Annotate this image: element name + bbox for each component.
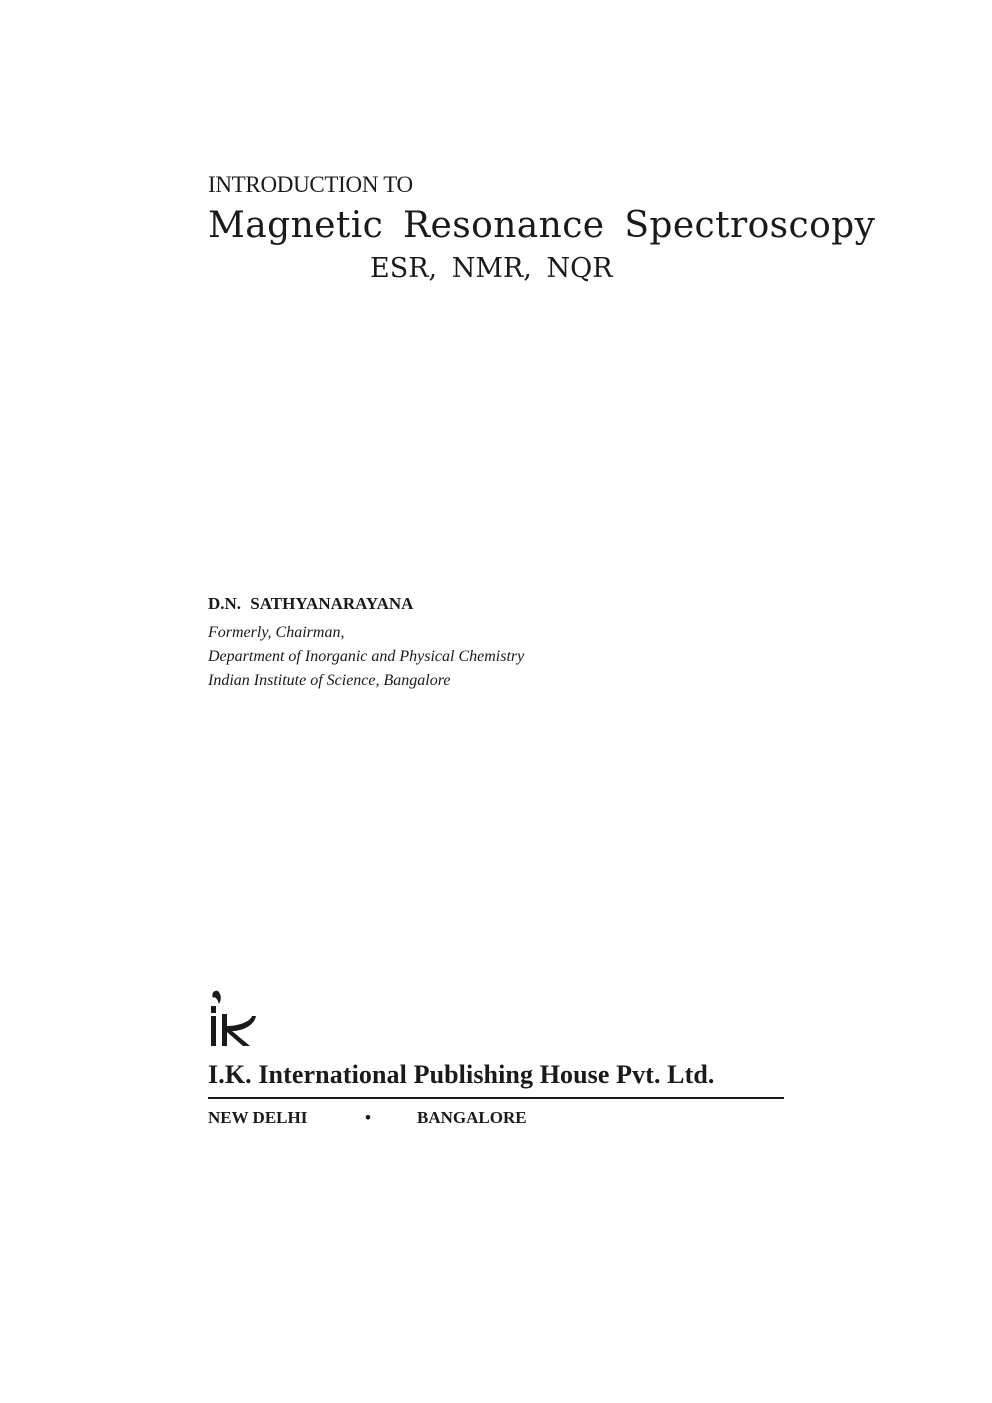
book-subtitle: ESR, NMR, NQR — [370, 253, 613, 284]
author-affiliation-line: Department of Inorganic and Physical Chemistry — [208, 648, 525, 665]
title-intro: INTRODUCTION TO — [208, 172, 413, 197]
publisher-name: I.K. International Publishing House Pvt. Ltd. — [208, 1060, 715, 1089]
author-name: D.N. SATHYANARAYANA — [208, 594, 414, 613]
divider-rule — [208, 1097, 784, 1099]
publisher-logo-icon — [208, 988, 268, 1048]
author-affiliation-line: Formerly, Chairman, — [208, 624, 345, 641]
city-bangalore: BANGALORE — [417, 1108, 527, 1127]
city-new-delhi: NEW DELHI — [208, 1108, 308, 1127]
book-title: Magnetic Resonance Spectroscopy — [208, 205, 876, 246]
author-affiliation-line: Indian Institute of Science, Bangalore — [208, 672, 451, 689]
city-separator: • — [365, 1108, 371, 1127]
